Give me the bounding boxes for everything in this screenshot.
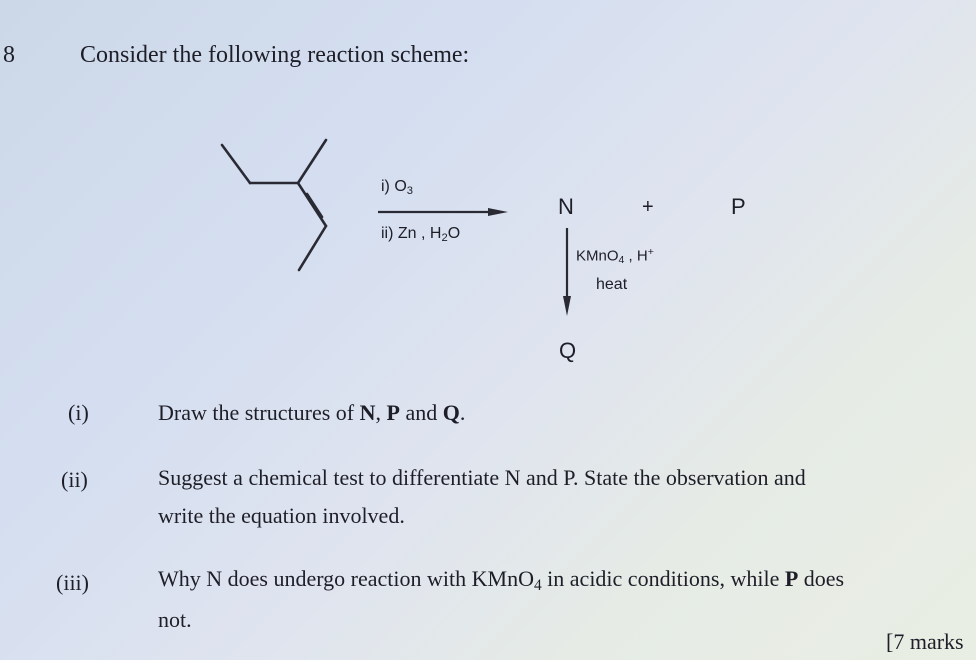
reagent-zinc-water: ii) Zn , $H_2O$ <box>381 225 461 244</box>
question-number: 8 <box>3 42 15 68</box>
part-ii-line1: Suggest a chemical test to differentiate N and P. State the observation and <box>158 465 806 490</box>
product-n: N <box>558 194 574 219</box>
reaction-arrow-2 <box>563 228 571 316</box>
plus-sign: + <box>642 196 654 218</box>
part-ii-line2: write the equation involved. <box>158 503 405 528</box>
part-iii-line2: not. <box>158 607 192 632</box>
reactant-skeletal-structure <box>222 140 326 270</box>
part-i-label: (i) <box>68 400 89 425</box>
reagent-kmno4: KMnO$_4$ , H+ <box>576 246 654 266</box>
part-i-text: Draw the structures of N, P and Q. <box>158 400 466 425</box>
marks-label: [7 marks <box>886 629 964 654</box>
product-q: Q <box>559 338 577 363</box>
reaction-arrow-1 <box>378 208 508 216</box>
part-iii-line1: Why N does undergo reaction with KMnO$_4$ in acidic conditions, while P does <box>158 566 845 594</box>
product-p: P <box>731 194 746 219</box>
reagent-ozone: i) $O_3$ <box>381 178 414 197</box>
condition-heat: heat <box>596 276 628 293</box>
question-prompt: Consider the following reaction scheme: <box>80 42 470 68</box>
part-iii-label: (iii) <box>56 570 89 595</box>
part-ii-label: (ii) <box>61 467 88 492</box>
